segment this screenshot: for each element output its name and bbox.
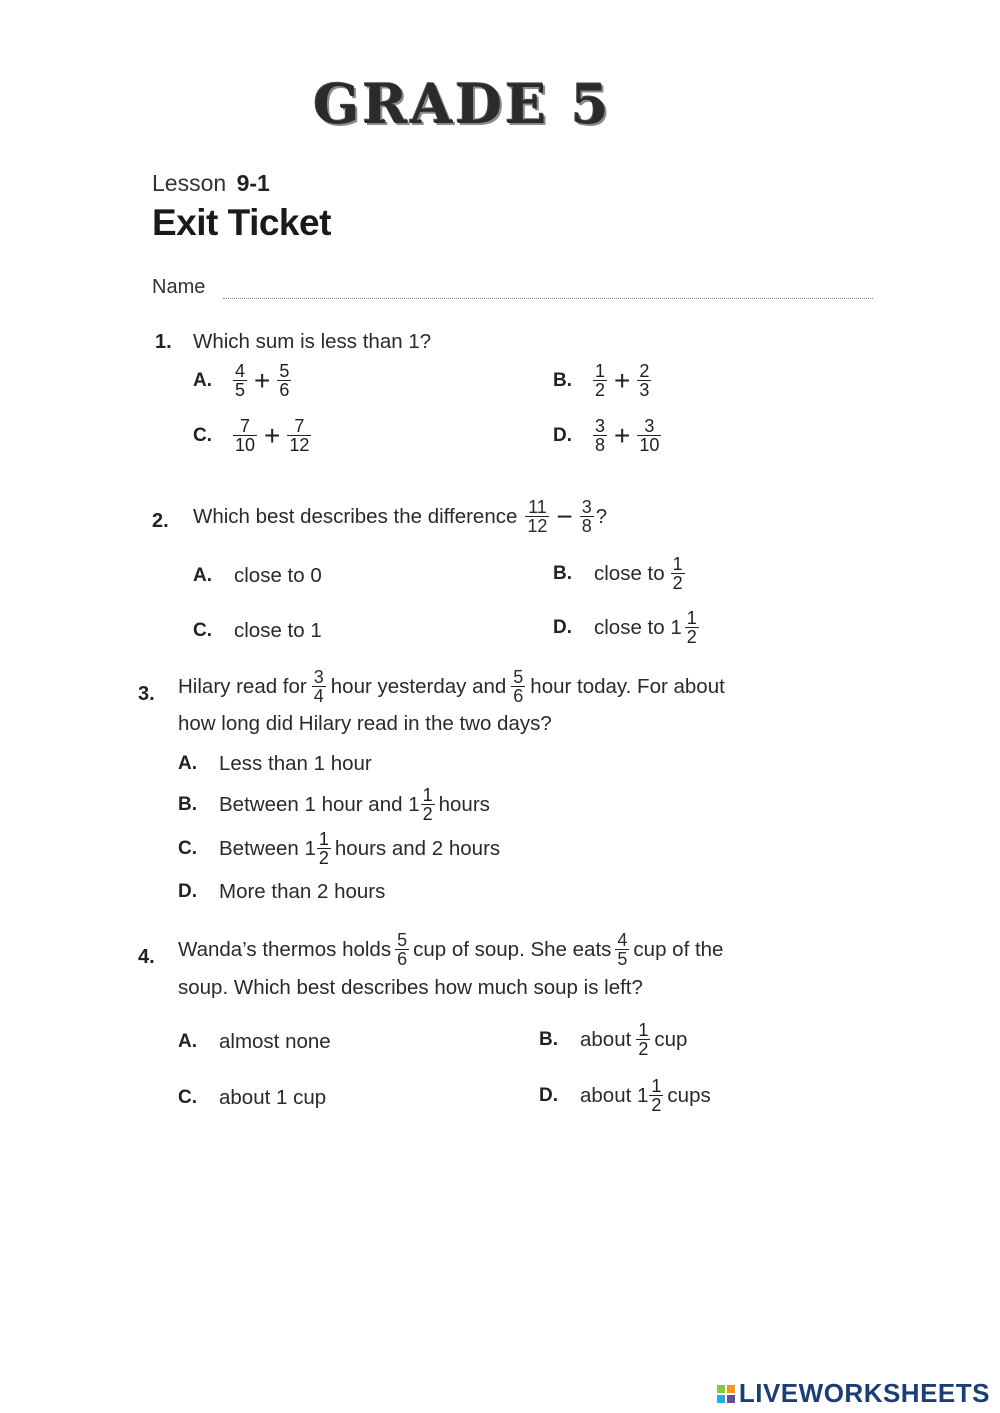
q2-option-b-text: close to xyxy=(594,561,665,585)
q4-text-2: cup of soup. She eats xyxy=(413,938,612,961)
q1-d-fraction-2: $\frac{3}{10}$ xyxy=(639,416,660,455)
q1-b-fraction-1: $\frac{1}{2}$ xyxy=(595,361,606,400)
q3-text-1: Hilary read for xyxy=(178,675,307,698)
q3-option-d-letter: D. xyxy=(178,881,197,902)
q3-option-d[interactable] xyxy=(178,880,385,904)
grade-heading: GRADE 5 xyxy=(313,72,612,136)
name-label: Name xyxy=(152,276,206,298)
q4-option-c-text: about 1 cup xyxy=(219,1086,327,1109)
q2-option-a-letter: A. xyxy=(193,565,212,586)
name-field[interactable] xyxy=(223,298,873,299)
q2-option-b[interactable] xyxy=(553,555,687,592)
q4-option-b-text-2: cup xyxy=(654,1027,688,1051)
logo-square-purple xyxy=(727,1395,735,1403)
q4-option-d[interactable] xyxy=(539,1077,711,1114)
q2-option-a[interactable] xyxy=(193,564,322,588)
q2-option-c-text: close to 1 xyxy=(234,619,322,642)
q2-fraction-1: $\frac{11}{12}$ xyxy=(527,497,548,536)
q1-b-fraction-2: $\frac{2}{3}$ xyxy=(639,361,650,400)
q4-option-c[interactable] xyxy=(178,1086,326,1110)
plus-sign: + xyxy=(614,419,631,451)
question-2-prompt: Which best describes the difference xyxy=(193,505,518,528)
minus-sign: − xyxy=(556,501,573,532)
q3-option-b[interactable] xyxy=(178,786,490,823)
logo-square-orange xyxy=(727,1385,735,1393)
q3-option-a-letter: A. xyxy=(178,753,197,774)
q2-option-d[interactable] xyxy=(553,609,701,646)
q4-d-fraction: $\frac{1}{2}$ xyxy=(651,1076,662,1115)
q1-a-fraction-1: $\frac{4}{5}$ xyxy=(235,361,246,400)
q1-d-fraction-1: $\frac{3}{8}$ xyxy=(595,416,606,455)
q4-option-b-letter: B. xyxy=(539,1028,558,1050)
logo-text: LIVEWORKSHEETS xyxy=(738,1378,990,1408)
q3-fraction-2: $\frac{5}{6}$ xyxy=(513,667,524,706)
q1-option-c[interactable] xyxy=(193,417,313,454)
question-3-number: 3. xyxy=(138,683,155,705)
q4-option-d-text-1: about 1 xyxy=(580,1083,649,1107)
question-3-line-2: how long did Hilary read in the two days? xyxy=(178,712,552,735)
q3-fraction-1: $\frac{3}{4}$ xyxy=(313,667,324,706)
q1-option-d-letter: D. xyxy=(553,424,572,446)
question-2-text xyxy=(193,498,607,535)
question-3-line-1 xyxy=(178,668,725,705)
q4-option-a-letter: A. xyxy=(178,1031,197,1052)
q3-b-fraction: $\frac{1}{2}$ xyxy=(422,785,433,824)
q1-option-a[interactable] xyxy=(193,362,293,399)
q3-option-b-text-1: Between 1 hour and 1 xyxy=(219,792,420,816)
lesson-label-text: Lesson xyxy=(152,170,227,196)
q2-d-fraction: $\frac{1}{2}$ xyxy=(686,608,697,647)
q2-fraction-2: $\frac{3}{8}$ xyxy=(581,497,592,536)
liveworksheets-logo[interactable] xyxy=(717,1378,990,1409)
q3-option-b-text-2: hours xyxy=(438,792,490,816)
plus-sign: + xyxy=(614,364,631,396)
question-4-line-2: soup. Which best describes how much soup is left? xyxy=(178,976,643,999)
q1-a-fraction-2: $\frac{5}{6}$ xyxy=(279,361,290,400)
q4-option-d-letter: D. xyxy=(539,1084,558,1106)
q3-text-3: hour today. For about xyxy=(530,675,725,698)
q1-c-fraction-2: $\frac{7}{12}$ xyxy=(289,416,310,455)
q4-option-c-letter: C. xyxy=(178,1087,197,1108)
question-1-text: Which sum is less than 1? xyxy=(193,330,432,353)
question-1-number: 1. xyxy=(155,331,172,353)
plus-sign: + xyxy=(254,364,271,396)
q2-option-c[interactable] xyxy=(193,619,322,643)
q1-option-c-letter: C. xyxy=(193,424,212,446)
q3-option-d-text: More than 2 hours xyxy=(219,880,386,903)
q4-text-3: cup of the xyxy=(633,938,724,961)
q2-option-c-letter: C. xyxy=(193,620,212,641)
logo-square-green xyxy=(717,1385,725,1393)
plus-sign: + xyxy=(264,419,281,451)
question-4-line-1 xyxy=(178,931,723,968)
q3-c-fraction: $\frac{1}{2}$ xyxy=(318,829,329,868)
q4-option-b[interactable] xyxy=(539,1021,687,1058)
q4-option-a[interactable] xyxy=(178,1030,331,1054)
q1-c-fraction-1: $\frac{7}{10}$ xyxy=(235,416,256,455)
q3-option-a-text: Less than 1 hour xyxy=(219,752,372,775)
lesson-label xyxy=(152,170,270,197)
q4-b-fraction: $\frac{1}{2}$ xyxy=(638,1020,649,1059)
q1-option-b-letter: B. xyxy=(553,369,572,391)
question-4-number: 4. xyxy=(138,946,155,968)
question-2-number: 2. xyxy=(152,510,169,532)
q3-option-c-letter: C. xyxy=(178,837,197,859)
q3-option-c[interactable] xyxy=(178,830,500,867)
q3-option-b-letter: B. xyxy=(178,793,197,815)
q2-b-fraction: $\frac{1}{2}$ xyxy=(672,554,683,593)
lesson-number: 9-1 xyxy=(236,170,270,196)
q1-option-a-letter: A. xyxy=(193,369,212,391)
q3-option-a[interactable] xyxy=(178,752,372,776)
q1-option-d[interactable] xyxy=(553,417,663,454)
q2-option-a-text: close to 0 xyxy=(234,564,322,587)
question-mark: ? xyxy=(595,505,608,528)
q2-option-b-letter: B. xyxy=(553,562,572,584)
q2-option-d-letter: D. xyxy=(553,616,572,638)
q3-text-2: hour yesterday and xyxy=(330,675,507,698)
liveworksheets-mark-icon xyxy=(717,1385,735,1403)
q4-option-a-text: almost none xyxy=(219,1030,331,1053)
q4-text-1: Wanda’s thermos holds xyxy=(178,938,392,961)
q1-option-b[interactable] xyxy=(553,362,653,399)
q2-option-d-text: close to 1 xyxy=(594,615,682,639)
q4-fraction-2: $\frac{4}{5}$ xyxy=(617,930,628,969)
q4-option-d-text-2: cups xyxy=(667,1083,711,1107)
q4-fraction-1: $\frac{5}{6}$ xyxy=(397,930,408,969)
q3-option-c-text-2: hours and 2 hours xyxy=(334,836,501,860)
logo-square-blue xyxy=(717,1395,725,1403)
q3-option-c-text-1: Between 1 xyxy=(219,836,316,860)
q4-option-b-text-1: about xyxy=(580,1027,632,1051)
page-title: Exit Ticket xyxy=(152,202,331,243)
